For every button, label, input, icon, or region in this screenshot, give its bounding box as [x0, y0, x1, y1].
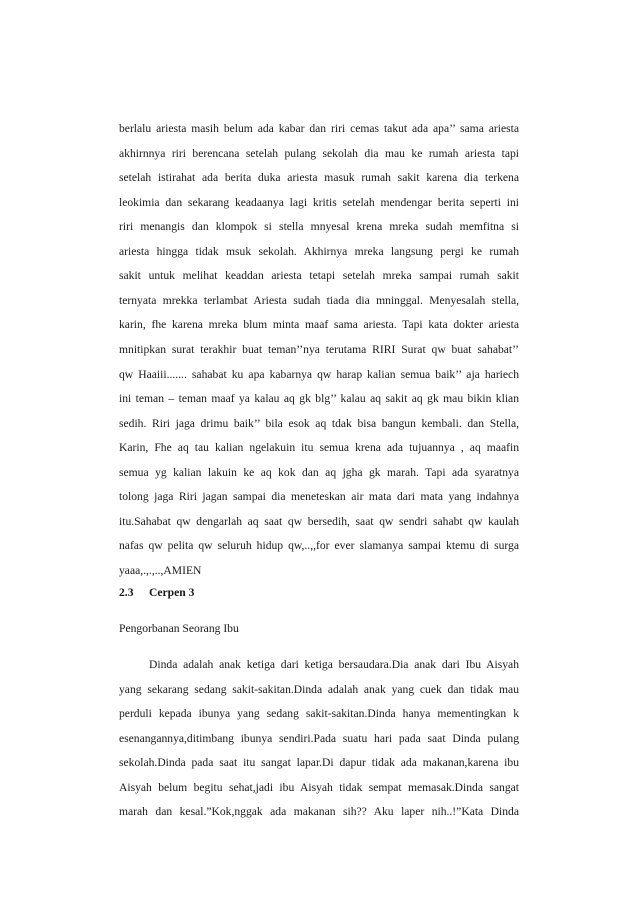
text-line: ternyata mrekka terlambat Ariesta sudah tiada dia mninggal. Menyesalah stella,	[119, 293, 519, 307]
text-line: berlalu ariesta masih belum ada kabar dan riri cemas takut ada apa’’ sama ariesta	[119, 122, 519, 135]
text-line: Dinda adalah anak ketiga dari ketiga bersaudara.Dia anak dari Ibu Aisyah	[149, 658, 519, 671]
text-line: qw Haaiii....... sahabat ku apa kabarnya qw harap kalian semua baik’’ aja hariech	[119, 367, 519, 381]
text-line: yaaa,.,.,..,AMIEN	[119, 563, 202, 577]
text-line: Aisyah belum begitu sehat,jadi ibu Aisyah tidak sempat memasak.Dinda sangat	[119, 780, 519, 794]
text-line: akhirnnya riri berencana setelah pulang sekolah dia mau ke rumah ariesta tapi	[119, 146, 519, 160]
text-line: tolong jaga Riri jagan sampai dia meneteskan air mata dari mata yang indahnya	[119, 490, 519, 504]
text-line: marah dan kesal.”Kok,nggak ada makanan sih?? Aku laper nih..!”Kata Dinda	[119, 805, 519, 818]
text-line: nafas qw pelita qw seluruh hidup qw,..,,for ever slamanya sampai ktemu di surga	[119, 539, 519, 553]
text-line: sekolah.Dinda pada saat itu sangat lapar.Di dapur tidak ada makanan,karena ibu	[119, 756, 519, 769]
section-number: 2.3	[119, 586, 134, 599]
text-line: mnitipkan surat terakhir buat teman’’nya terutama RIRI Surat qw buat sahabat’’	[119, 342, 519, 356]
text-line: leokimia dan sekarang keadaanya lagi kritis setelah mendengar berita seperti ini	[119, 195, 519, 209]
text-line: Karin, Fhe aq tau kalian ngelakuin itu semua krena ada tujuannya , aq maafin	[119, 441, 519, 455]
text-line: semua yg kalian lakuin ke aq kok dan aq jgha gk marah. Tapi ada syaratnya	[119, 465, 519, 479]
text-line: setelah istirahat ada berita duka ariesta masuk rumah sakit karena dia terkena	[119, 171, 519, 185]
text-line: itu.Sahabat qw dengarlah aq saat qw bersedih, saat qw sendri sahabt qw kaulah	[119, 514, 519, 528]
text-line: yang sekarang sedang sakit-sakitan.Dinda adalah anak yang cuek dan tidak mau	[119, 682, 519, 696]
section-title: Cerpen 3	[149, 586, 195, 599]
text-line: ariesta hingga tidak msuk sekolah. Akhirnya mreka langsung pergi ke rumah	[119, 244, 519, 258]
text-line: riri menangis dan klompok si stella mnyesal krena mreka sudah memfitna si	[119, 220, 519, 234]
text-line: perduli kepada ibunya yang sedang sakit-sakitan.Dinda hanya mementingkan k	[119, 707, 519, 720]
text-line: sedih. Riri jaga drimu baik’’ bila esok aq tdak bisa bangun kembali. dan Stella,	[119, 416, 519, 430]
text-line: sakit untuk melihat keaddan ariesta tetapi setelah mreka sampai rumah sakit	[119, 269, 519, 283]
text-line: esenangannya,ditimbang ibunya sendiri.Pada suatu hari pada saat Dinda pulang	[119, 731, 519, 745]
text-line: ini teman – teman maaf ya kalau aq gk blg’’ kalau aq sakit aq gk mau bikin klian	[119, 392, 519, 406]
text-line: karin, fhe karena mreka blum minta maaf sama ariesta. Tapi kata dokter ariesta	[119, 318, 519, 332]
story-title: Pengorbanan Seorang Ibu	[119, 622, 239, 635]
section-heading	[119, 585, 194, 600]
